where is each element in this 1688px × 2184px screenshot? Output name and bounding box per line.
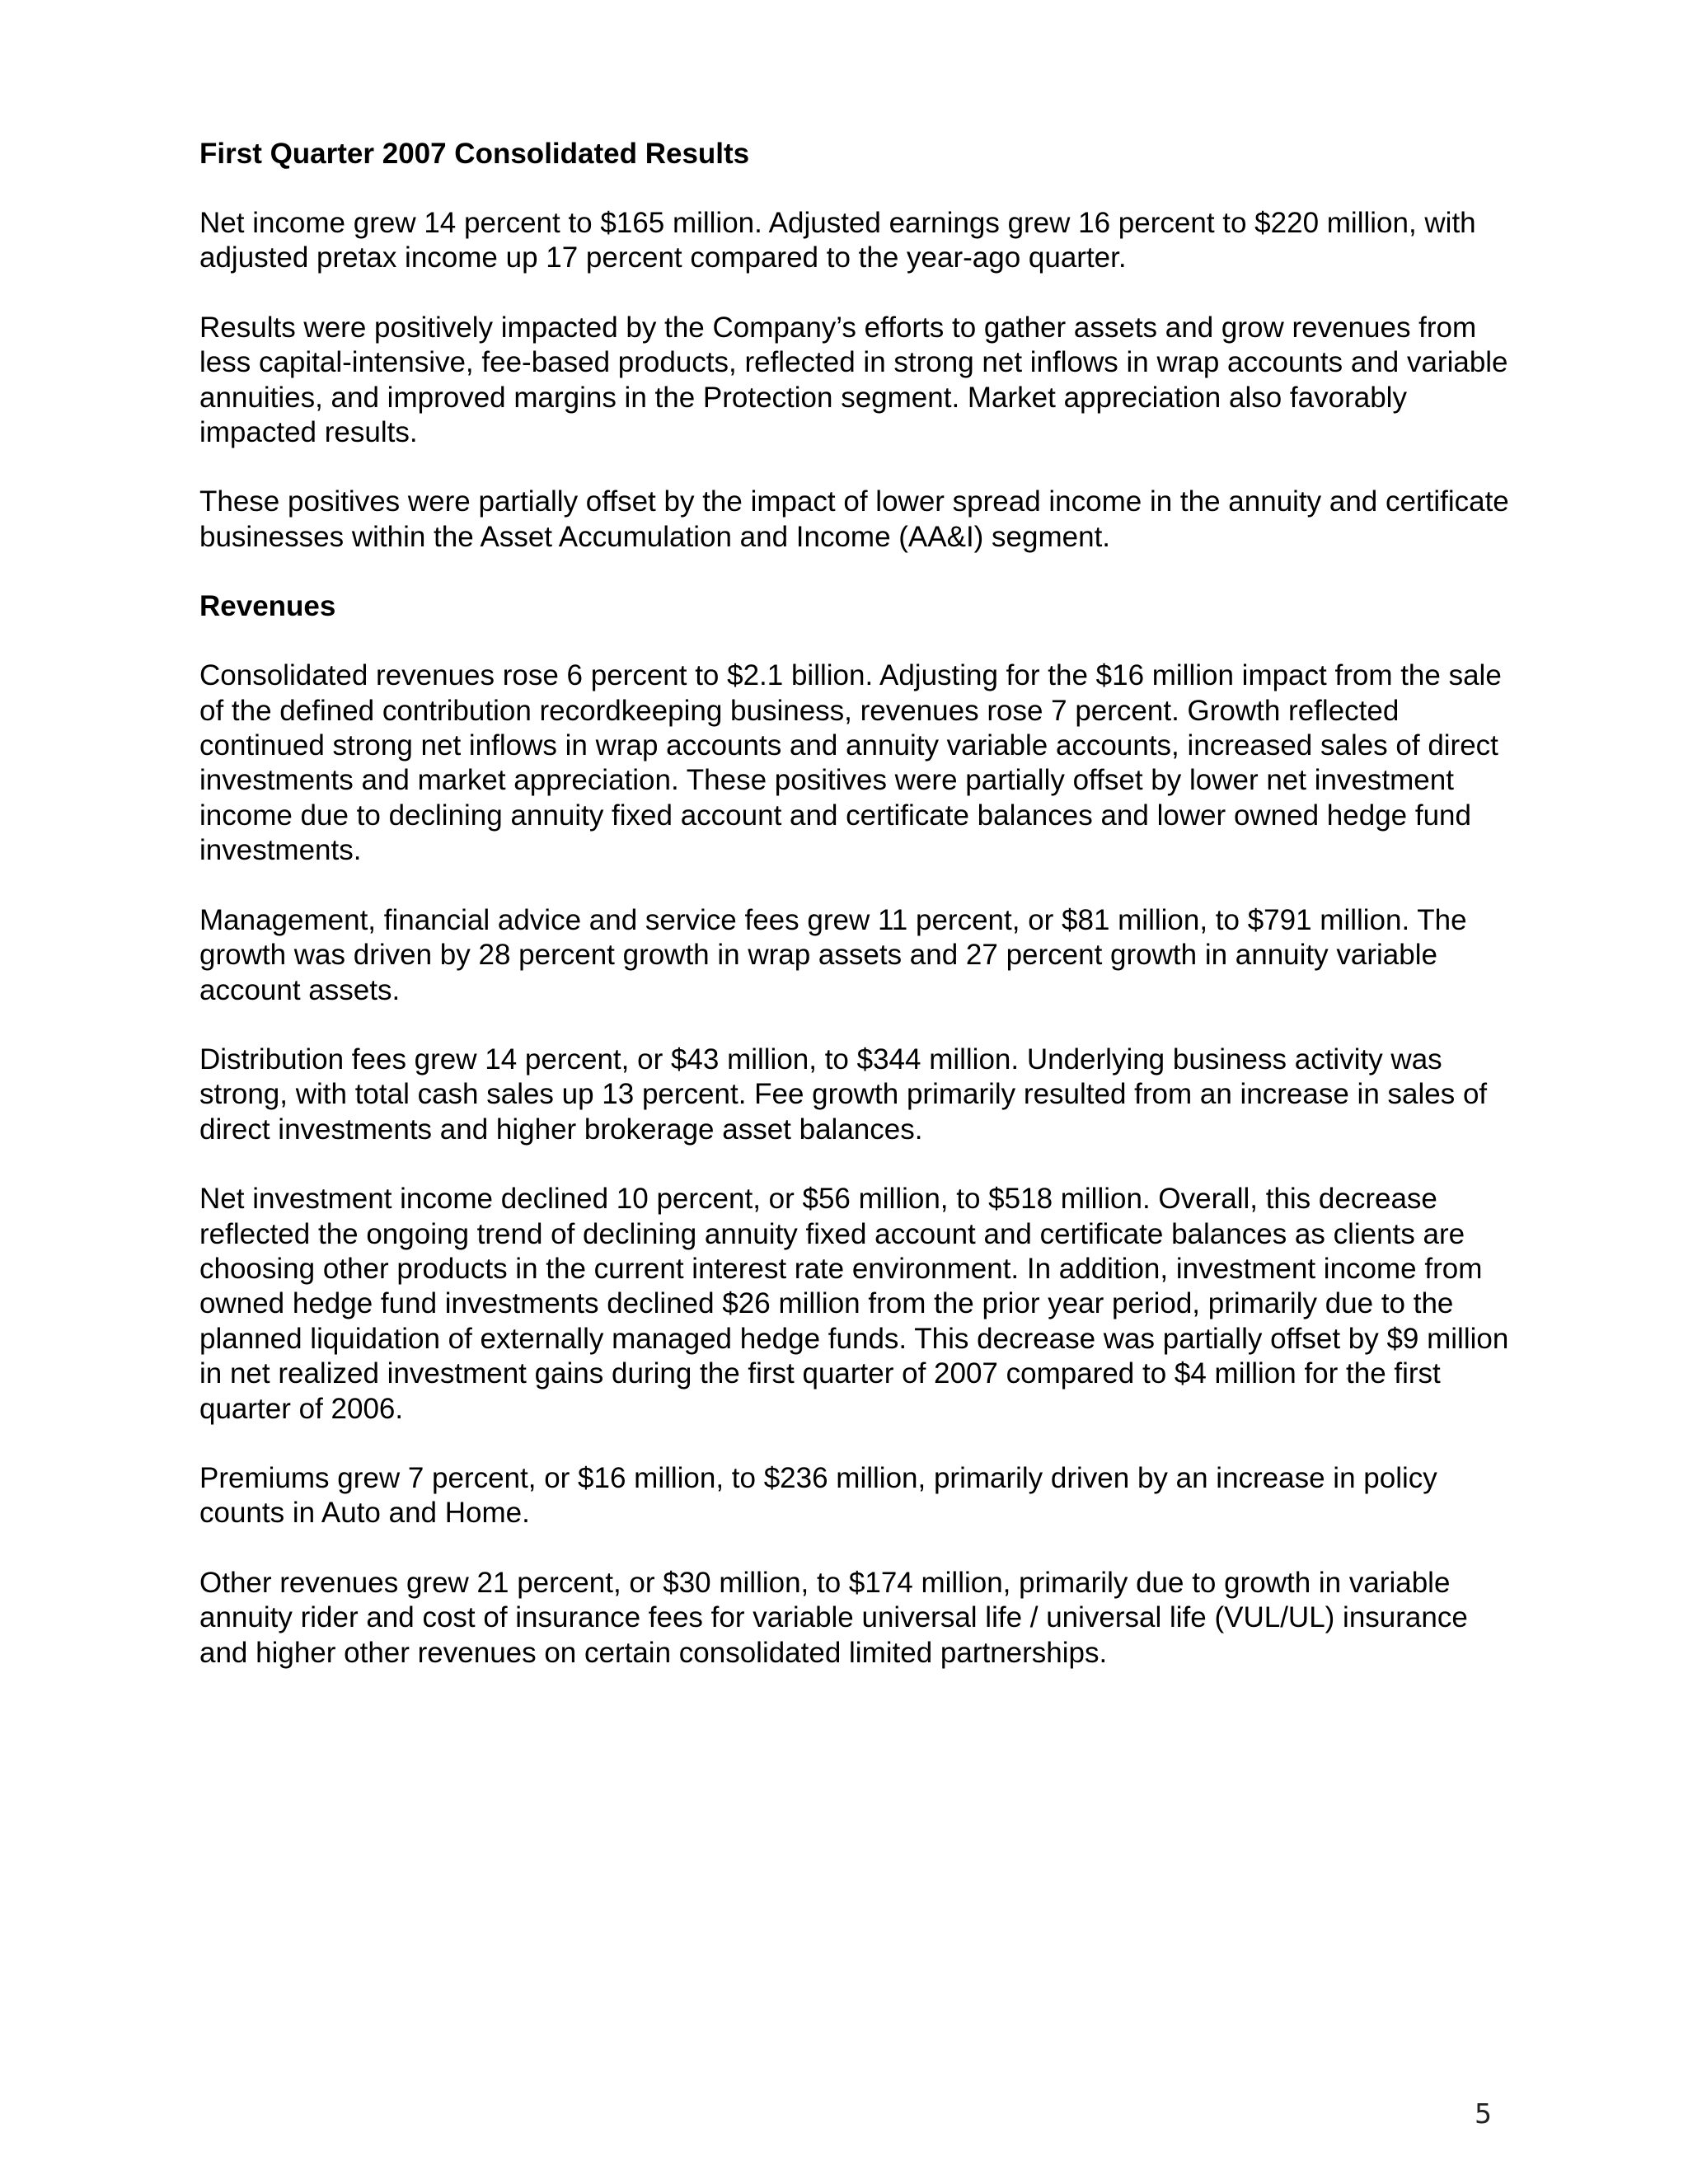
paragraph-net-investment-income: Net investment income declined 10 percent, or $56 million, to $518 million. Overall, this decrease reflected the ongoing trend of declining annuity fixed account and certificate balances as clients are choosing other products in the current interest rate environment. In addition, investment income from owned hedge fund investments declined $26 million from the prior year period, primarily due to the planned liquidation of externally managed hedge funds. This decrease was partially offset by $9 million in net realized investment gains during the first quarter of 2007 compared to $4 million for the first quarter of 2006. (199, 1183, 1509, 1425)
paragraph-management-fees: Management, financial advice and service fees grew 11 percent, or $81 million, to $791 million. The growth was driven by 28 percent growth in wrap assets and 27 percent growth in annuity variable account assets. (199, 903, 1467, 1006)
document-body (199, 137, 1510, 1705)
paragraph-net-income: Net income grew 14 percent to $165 million. Adjusted earnings grew 16 percent to $220 million, with adjusted pretax income up 17 percent compared to the year-ago quarter. (199, 207, 1476, 274)
paragraph-consolidated-revenues: Consolidated revenues rose 6 percent to $2.1 billion. Adjusting for the $16 million impact from the sale of the defined contribution recordkeeping business, revenues rose 7 percent. Growth reflected continued strong net inflows in wrap accounts and annuity variable accounts, increased sales of direct investments and market appreciation. These positives were partially offset by lower net investment income due to declining annuity fixed account and certificate balances and lower owned hedge fund investments. (199, 659, 1502, 867)
paragraph-other-revenues: Other revenues grew 21 percent, or $30 million, to $174 million, primarily due to growth in variable annuity rider and cost of insurance fees for variable universal life / universal life (VUL/UL) insurance and higher other revenues on certain consolidated limited partnerships. (199, 1566, 1468, 1669)
paragraph-results-impact: Results were positively impacted by the Company’s efforts to gather assets and grow revenues from less capital-intensive, fee-based products, reflected in strong net inflows in wrap accounts and variable annuities, and improved margins in the Protection segment. Market appreciation also favorably impacted results. (199, 311, 1508, 449)
paragraph-premiums: Premiums grew 7 percent, or $16 million, to $236 million, primarily driven by an increase in policy counts in Auto and Home. (199, 1461, 1437, 1530)
paragraph-distribution-fees: Distribution fees grew 14 percent, or $43 million, to $344 million. Underlying business activity was strong, with total cash sales up 13 percent. Fee growth primarily resulted from an increase in sales of direct investments and higher brokerage asset balances. (199, 1043, 1488, 1146)
page-number: 5 (1475, 2097, 1492, 2130)
paragraph-offsets: These positives were partially offset by the impact of lower spread income in the annuity and certificate businesses within the Asset Accumulation and Income (AA&I) segment. (199, 485, 1509, 553)
section-heading-consolidated-results: First Quarter 2007 Consolidated Results (199, 138, 750, 170)
section-heading-revenues: Revenues (199, 590, 336, 623)
